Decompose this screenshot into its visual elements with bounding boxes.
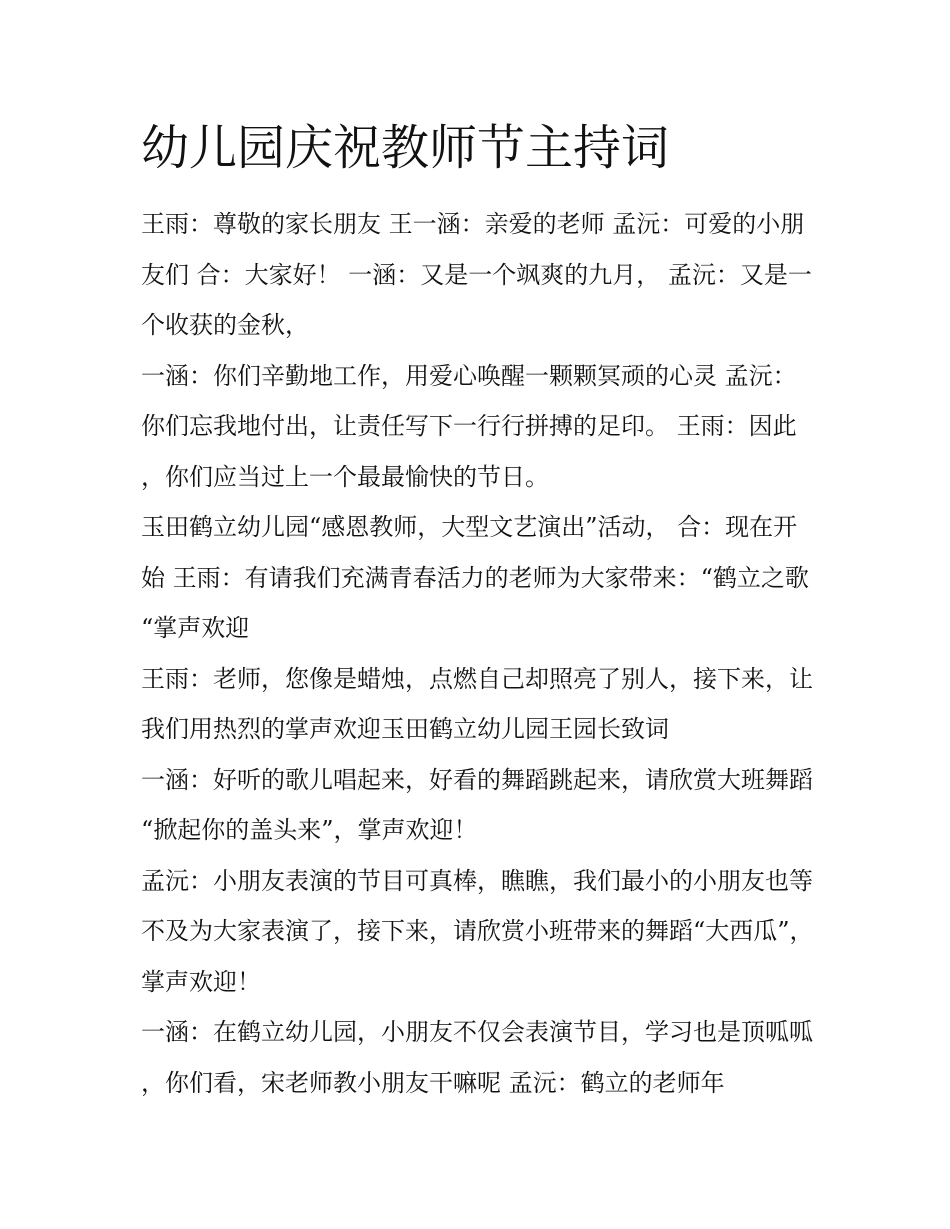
paragraph-4: 王雨：老师，您像是蜡烛，点燃自己却照亮了别人，接下来，让我们用热烈的掌声欢迎玉田鹤立幼儿园王园长致词 xyxy=(141,664,813,743)
paragraph-6: 孟沅：小朋友表演的节目可真棒，瞧瞧，我们最小的小朋友也等不及为大家表演了，接下来，请欣赏小班带来的舞蹈“大西瓜”，掌声欢迎！ xyxy=(141,866,814,996)
document-body xyxy=(141,199,816,1108)
paragraph-1: 王雨：尊敬的家长朋友 王一涵：亲爱的老师 孟沅：可爱的小朋友们 合：大家好！ 一涵：又是一个飒爽的九月， 孟沅：又是一个收获的金秋， xyxy=(141,210,812,339)
paragraph-5: 一涵：好听的歌儿唱起来，好看的舞蹈跳起来，请欣赏大班舞蹈“掀起你的盖头来”，掌声欢迎！ xyxy=(141,765,813,844)
paragraph-2: 一涵：你们辛勤地工作，用爱心唤醒一颗颗冥顽的心灵 孟沅：你们忘我地付出，让责任写下一行行拼搏的足印。 王雨：因此，你们应当过上一个最最愉快的节日。 xyxy=(141,361,797,491)
document-title: 幼儿园庆祝教师节主持词 xyxy=(141,120,670,176)
paragraph-3: 玉田鹤立幼儿园“感恩教师，大型文艺演出”活动， 合：现在开始 王雨：有请我们充满青春活力的老师为大家带来：“鹤立之歌“掌声欢迎 xyxy=(141,513,809,642)
paragraph-7: 一涵：在鹤立幼儿园，小朋友不仅会表演节目，学习也是顶呱呱，你们看，宋老师教小朋友干嘛呢 孟沅：鹤立的老师年 xyxy=(141,1018,813,1097)
